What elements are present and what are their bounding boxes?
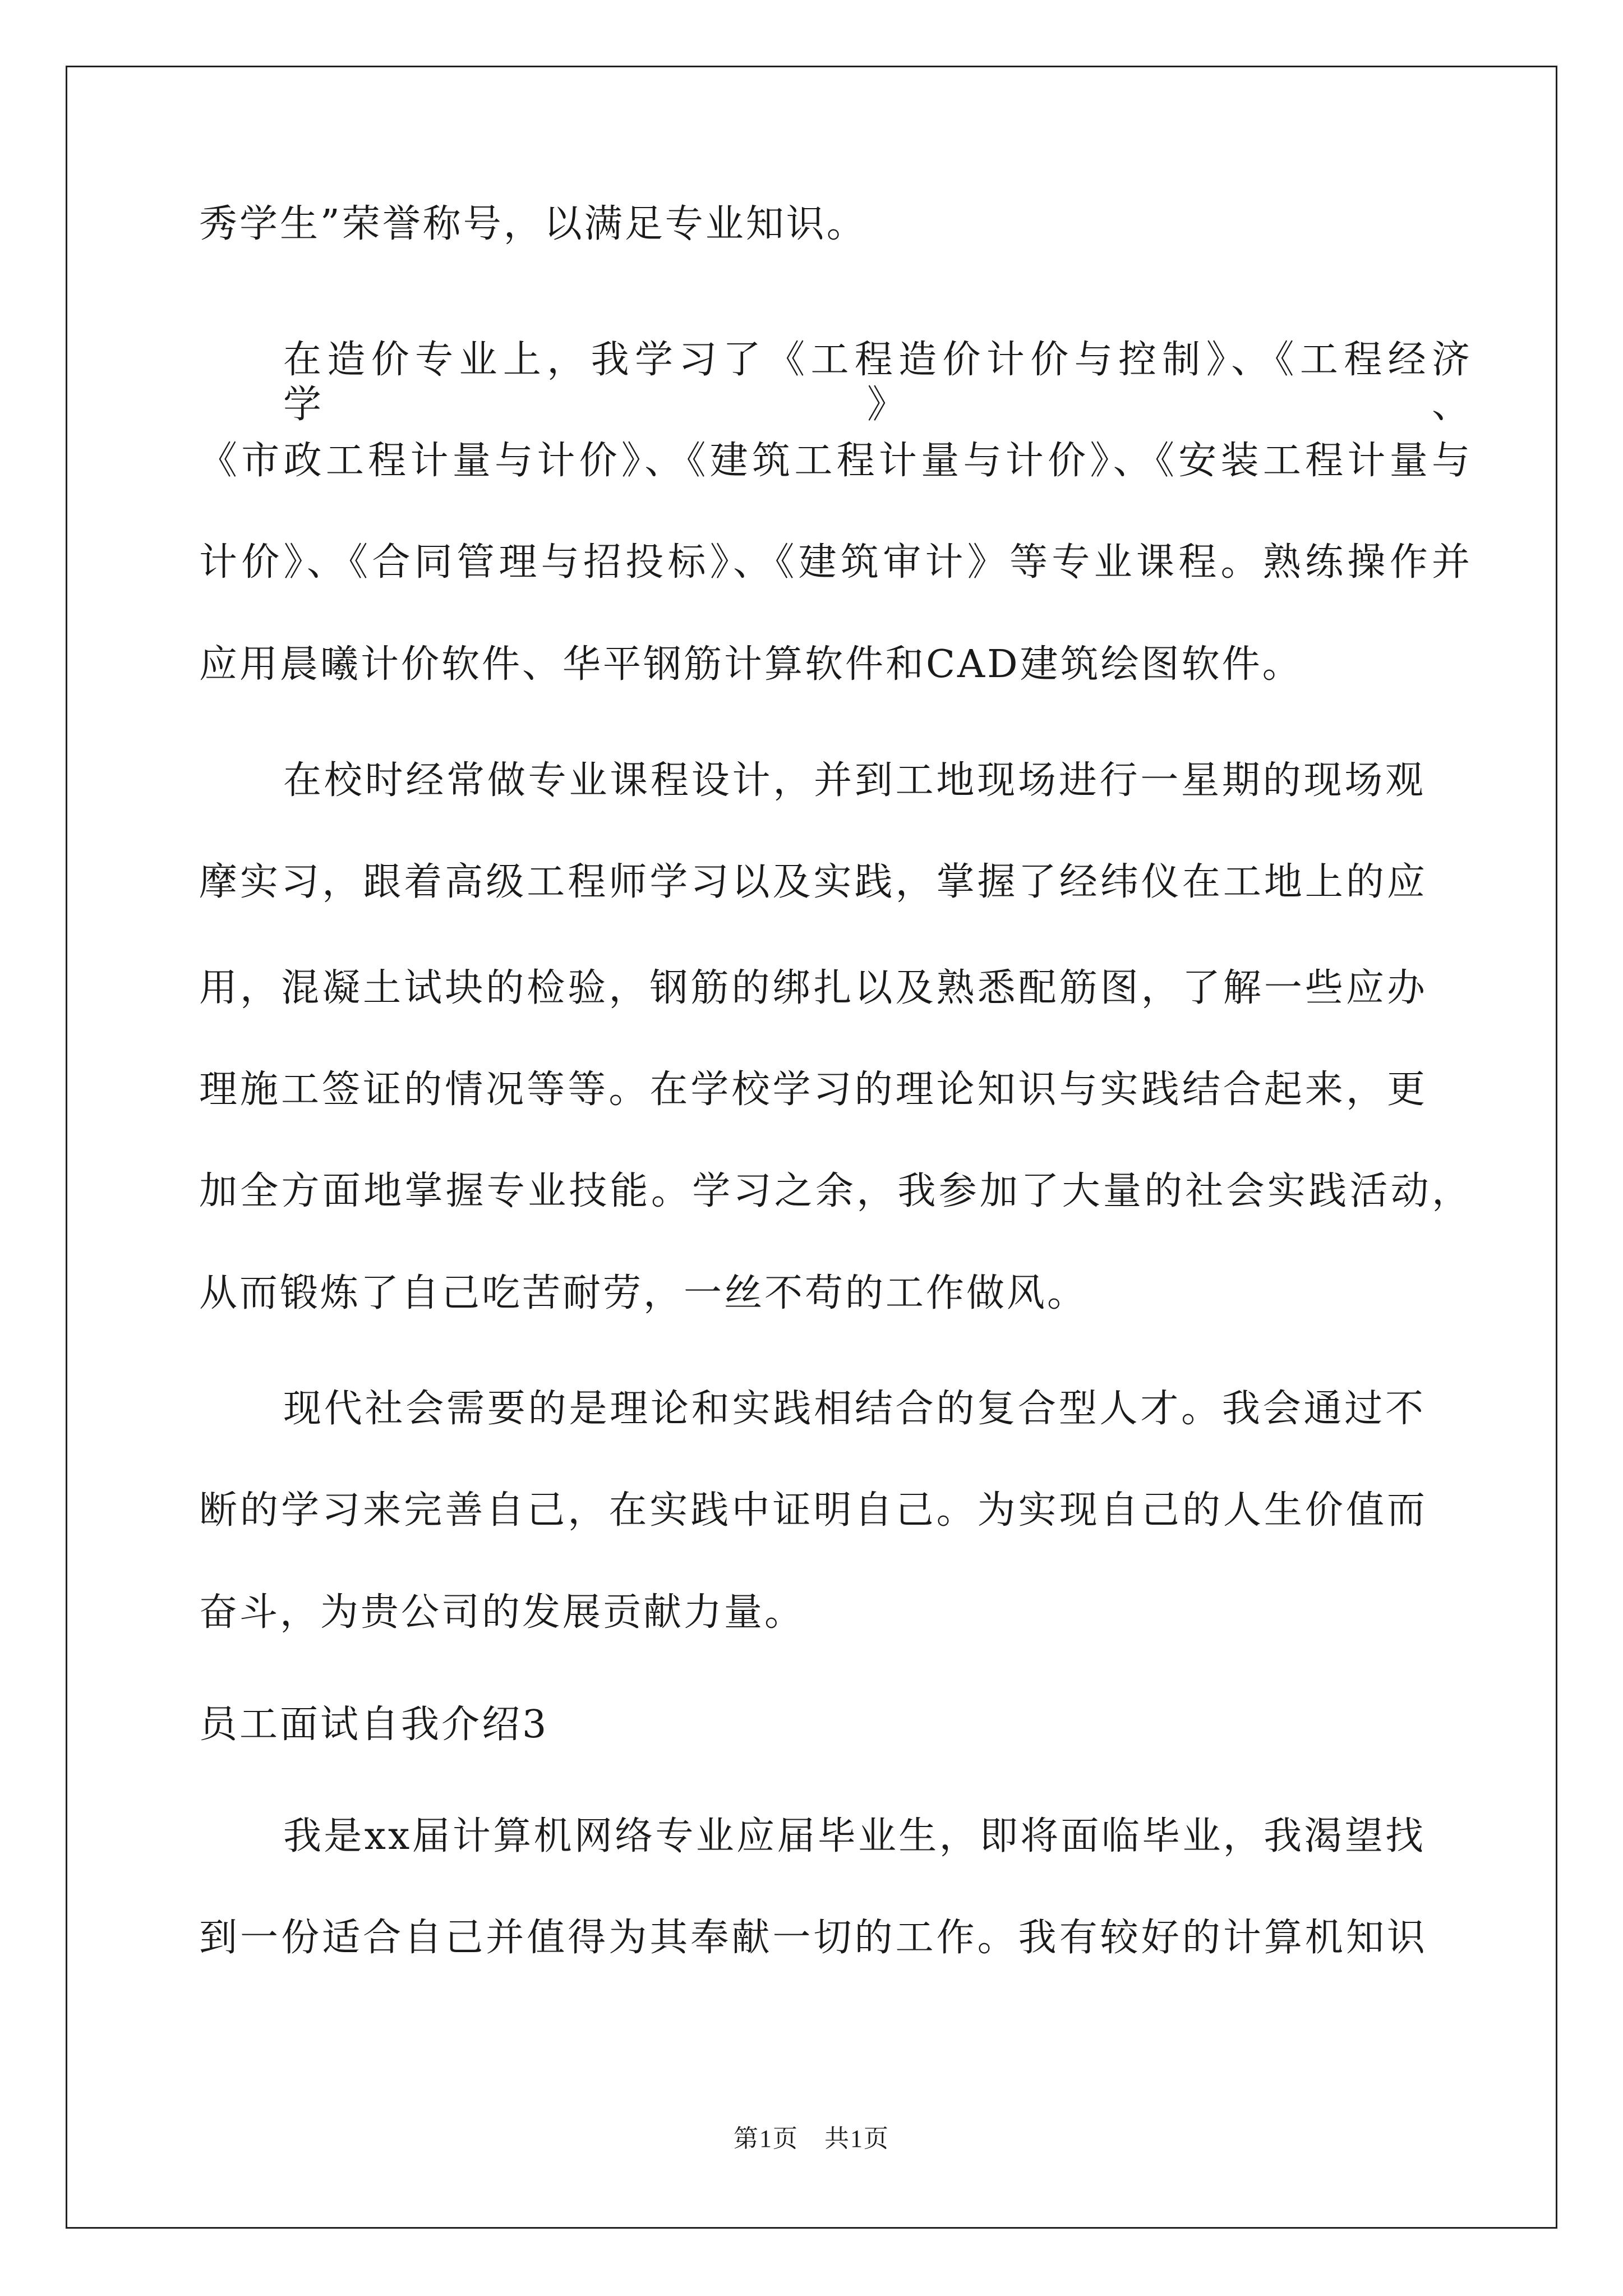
text-line-4: 计价》、《合同管理与招投标》、《建筑审计》等专业课程。熟练操作并 [199, 540, 1472, 585]
text-line-11: 从而锻炼了自己吃苦耐劳，一丝不苟的工作做风。 [199, 1271, 1088, 1315]
page-number-footer: 第1页 共1页 [734, 2125, 889, 2152]
text-line-6: 在校时经常做专业课程设计，并到工地现场进行一星期的现场观 [283, 758, 1426, 803]
text-line-8: 用，混凝土试块的检验，钢筋的绑扎以及熟悉配筋图，了解一些应办 [199, 966, 1427, 1010]
text-line-13: 断的学习来完善自己，在实践中证明自己。为实现自己的人生价值而 [199, 1488, 1427, 1533]
text-line-2: 在造价专业上，我学习了《工程造价计价与控制》、《工程经济学》、 [283, 338, 1472, 427]
text-line-5: 应用晨曦计价软件、华平钢筋计算软件和CAD建筑绘图软件。 [199, 642, 1303, 687]
text-line-10: 加全方面地掌握专业技能。学习之余，我参加了大量的社会实践活动， [199, 1169, 1472, 1213]
section-heading: 员工面试自我介绍3 [199, 1703, 549, 1747]
text-line-1: 秀学生”荣誉称号，以满足专业知识。 [199, 202, 867, 246]
text-line-7: 摩实习，跟着高级工程师学习以及实践，掌握了经纬仪在工地上的应 [199, 860, 1427, 904]
text-line-17: 到一份适合自己并值得为其奉献一切的工作。我有较好的计算机知识 [199, 1916, 1427, 1960]
text-line-14: 奋斗，为贵公司的发展贡献力量。 [199, 1590, 805, 1635]
text-line-16: 我是xx届计算机网络专业应届毕业生，即将面临毕业，我渴望找 [283, 1814, 1426, 1858]
text-line-12: 现代社会需要的是理论和实践相结合的复合型人才。我会通过不 [283, 1387, 1426, 1431]
text-line-3: 《市政工程计量与计价》、《建筑工程计量与计价》、《安装工程计量与 [199, 439, 1472, 483]
text-line-9: 理施工签证的情况等等。在学校学习的理论知识与实践结合起来，更 [199, 1068, 1427, 1112]
